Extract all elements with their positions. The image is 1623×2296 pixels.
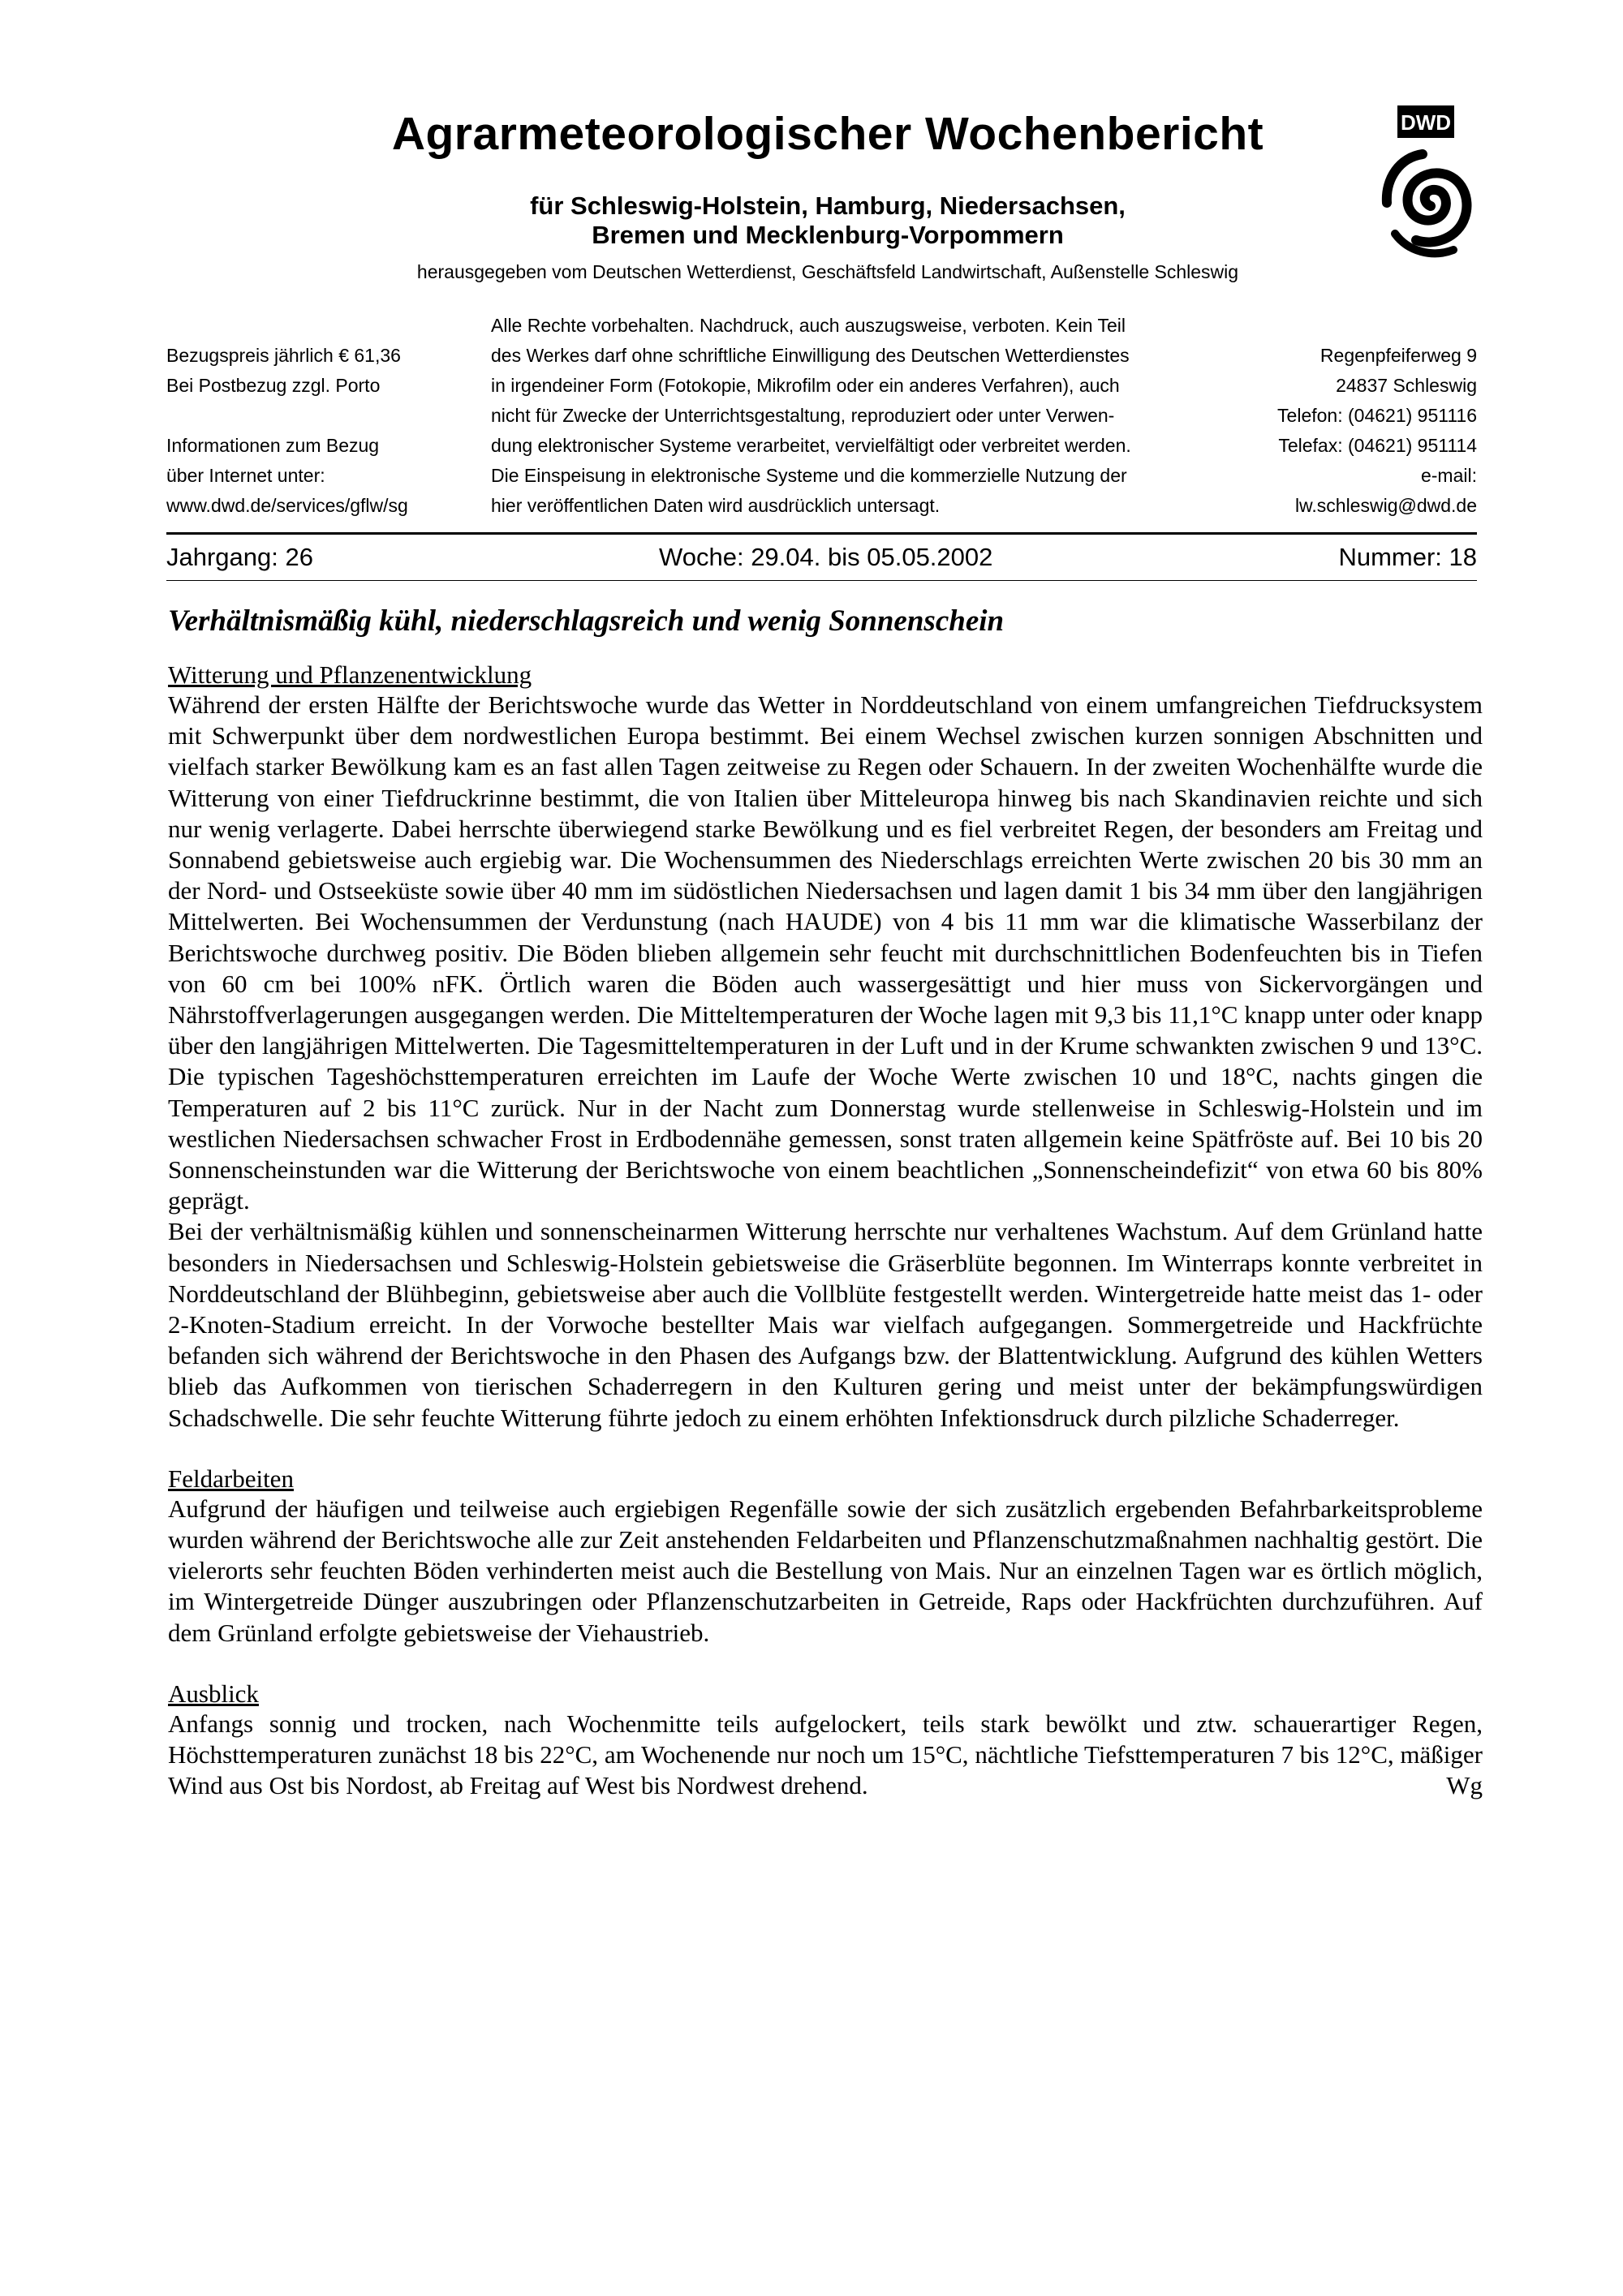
issue-number-label: Nummer: 18 [1338,543,1477,571]
author-signature: Wg [1446,1771,1483,1800]
divider-top [166,532,1477,535]
website-link[interactable]: www.dwd.de/services/gflw/sg [166,495,408,516]
issue-info-bar [166,543,1477,575]
publisher-line: herausgegeben vom Deutschen Wetterdienst, Geschäftsfeld Landwirtschaft, Außenstelle Schleswig [416,261,1239,282]
copyright-line: des Werkes darf ohne schriftliche Einwilligung des Deutschen Wetterdienstes [491,345,1130,366]
section-heading-feldarbeiten: Feldarbeiten [168,1464,294,1493]
witterung-paragraph-1: Während der ersten Hälfte der Berichtswoche wurde das Wetter in Norddeutschland von einem umfangreichen Tiefdrucksystem mit Schwerpunkt über dem nordwestlichen Europa bestimmt. Bei einem Wechsel zwischen kurzen sonnigen Abschnitten und vielfach starker Bewölkung kam es an fast allen Tagen zeitweise zu Regen oder Schauern. In der zweiten Wochenhälfte wurde die Witterung von einer Tiefdruckrinne bestimmt, die von Italien über Mitteleuropa hinweg bis nach Skandinavien reichte und sich nur wenig verlagerte. Dabei herrschte überwiegend starke Bewölkung und es fiel verbreitet Regen, der besonders am Freitag und Sonnabend gebietsweise auch ergiebig war. Die Wochensummen des Niederschlags erreichten Werte zwischen 20 bis 30 mm an der Nord- und Ostseeküste sowie über 40 mm im südöstlichen Niedersachsen und lagen damit 1 bis 34 mm über den langjährigen Mittelwerten. Bei Wochensummen der Verdunstung (nach HAUDE) von 4 bis 11 mm war die klimatische Wasserbilanz der Berichtswoche durchweg positiv. Die Böden blieben allgemein sehr feucht mit durchschnittlichen Bodenfeuchten bis in Tiefen von 60 cm bei 100% nFK. Örtlich waren die Böden auch wassergesättigt und hier muss von Sickervorgängen und Nährstoffverlagerungen ausgegangen werden. Die Mitteltemperaturen der Woche lagen mit 9,3 bis 11,1°C knapp unter oder knapp über den langjährigen Mittelwerten. Die Tagesmitteltemperaturen in der Luft und in der Krume schwankten zwischen 9 und 13°C. Die typischen Tageshöchsttemperaturen erreichten im Laufe der Woche Werte zwischen 10 und 18°C, nachts gingen die Temperaturen auf 2 bis 11°C zurück. Nur in der Nacht zum Donnerstag wurde stellenweise in Schleswig-Holstein und im westlichen Niedersachsen schwacher Frost in Erdbodennähe gemessen, sonst traten allgemein keine Spätfröste auf. Bei 10 bis 20 Sonnenscheinstunden war die Witterung der Berichtswoche von einem beachtlichen „Sonnenscheindefizit“ von etwa 60 bis 80% geprägt. [168,690,1483,1215]
street-address: Regenpfeiferweg 9 [1319,345,1477,366]
info-label: Informationen zum Bezug [166,435,380,456]
divider-bottom [166,580,1477,581]
copyright-line: dung elektronischer Systeme verarbeitet, vervielfältigt oder verbreitet werden. [491,435,1131,456]
copyright-notice [491,311,1197,521]
feldarbeiten-paragraph: Aufgrund der häufigen und teilweise auch ergiebigen Regenfälle sowie der sich zusätzlich ergebenden Befahrbarkeitsprobleme wurden während der Berichtswoche alle zur Zeit anstehenden Feldarbeiten und Pflanzenschutzmaßnahmen nachhaltig gestört. Die vielerorts sehr feuchten Böden verhinderten meist auch die Bestellung von Mais. Nur an einzelnen Tagen war es örtlich möglich, im Wintergetreide Dünger auszubringen oder Pflanzenschutzarbeiten in Getreide, Raps oder Hackfrüchten durchzuführen. Auf dem Grünland erfolgte gebietsweise der Viehaustrieb. [168,1494,1483,1647]
subscription-info [166,341,458,521]
contact-info [1201,341,1477,521]
spacer [168,1649,1483,1679]
ausblick-block [168,1709,1483,1802]
fax-number: Telefax: (04621) 951114 [1278,435,1477,456]
spacer [166,401,458,431]
email-address[interactable]: lw.schleswig@dwd.de [1294,495,1477,516]
spacer [168,1434,1483,1464]
article-headline: Verhältnismäßig kühl, niederschlagsreich und wenig Sonnenschein [168,604,1005,638]
copyright-line: nicht für Zwecke der Unterrichtsgestaltung, reproduziert oder unter Verwen- [491,405,1115,426]
copyright-line: in irgendeiner Form (Fotokopie, Mikrofilm oder ein anderes Verfahren), auch [491,375,1120,396]
email-label: e-mail: [1420,465,1477,486]
dwd-logo [1375,104,1477,274]
volume-label: Jahrgang: 26 [166,543,313,571]
week-label: Woche: 29.04. bis 05.05.2002 [659,543,993,571]
region-subtitle-line1: für Schleswig-Holstein, Hamburg, Niedersachsen, [530,191,1126,220]
copyright-line: Alle Rechte vorbehalten. Nachdruck, auch auszugsweise, verboten. Kein Teil [491,315,1126,336]
witterung-paragraph-2: Bei der verhältnismäßig kühlen und sonnenscheinarmen Witterung herrschte nur verhaltenes Wachstum. Auf dem Grünland hatte besonders in Niedersachsen und Schleswig-Holstein gebietsweise die Gräserblüte begonnen. Im Winterraps konnte verbreitet in Norddeutschland der Blühbeginn, gebietsweise aber auch die Vollblüte festgestellt werden. Wintergetreide hatte meist das 1- oder 2-Knoten-Stadium erreicht. In der Vorwoche bestellter Mais war vielfach aufgegangen. Sommergetreide und Hackfrüchte befanden sich während der Berichtswoche in den Phasen des Aufgangs bzw. der Blattentwicklung. Aufgrund des kühlen Wetters blieb das Aufkommen von tierischen Schaderregern in den Kulturen gering und meist unter der bekämpfungswürdigen Schadschwelle. Die sehr feuchte Witterung führte jedoch zu einem erhöhten Infektionsdruck durch pilzliche Schaderreger. [168,1217,1483,1432]
report-title: Agrarmeteorologischer Wochenbericht [391,108,1264,160]
region-subtitle-line2: Bremen und Mecklenburg-Vorpommern [592,221,1064,249]
section-heading-witterung: Witterung und Pflanzenentwicklung [168,660,532,689]
internet-label: über Internet unter: [166,465,325,486]
copyright-line: hier veröffentlichen Daten wird ausdrücklich untersagt. [491,495,941,516]
report-body [168,660,1483,1802]
subscription-price: Bezugspreis jährlich € 61,36 [166,345,401,366]
section-heading-ausblick: Ausblick [168,1679,259,1708]
ausblick-paragraph: Anfangs sonnig und trocken, nach Wochenmitte teils aufgelockert, teils stark bewölkt und ztw. schauerartiger Regen, Höchsttemperaturen zunächst 18 bis 22°C, am Wochenende nur noch um 15°C, nächtliche Tiefsttemperaturen 7 bis 12°C, mäßiger Wind aus Ost bis Nordost, ab Freitag auf West bis Nordwest drehend. [168,1709,1483,1800]
dwd-logo-spiral [1387,154,1467,253]
dwd-logo-text: DWD [1400,110,1452,135]
postal-city: 24837 Schleswig [1336,375,1477,396]
phone-number: Telefon: (04621) 951116 [1277,405,1477,426]
copyright-line: Die Einspeisung in elektronische Systeme und die kommerzielle Nutzung der [491,465,1127,486]
postage-note: Bei Postbezug zzgl. Porto [166,375,381,396]
